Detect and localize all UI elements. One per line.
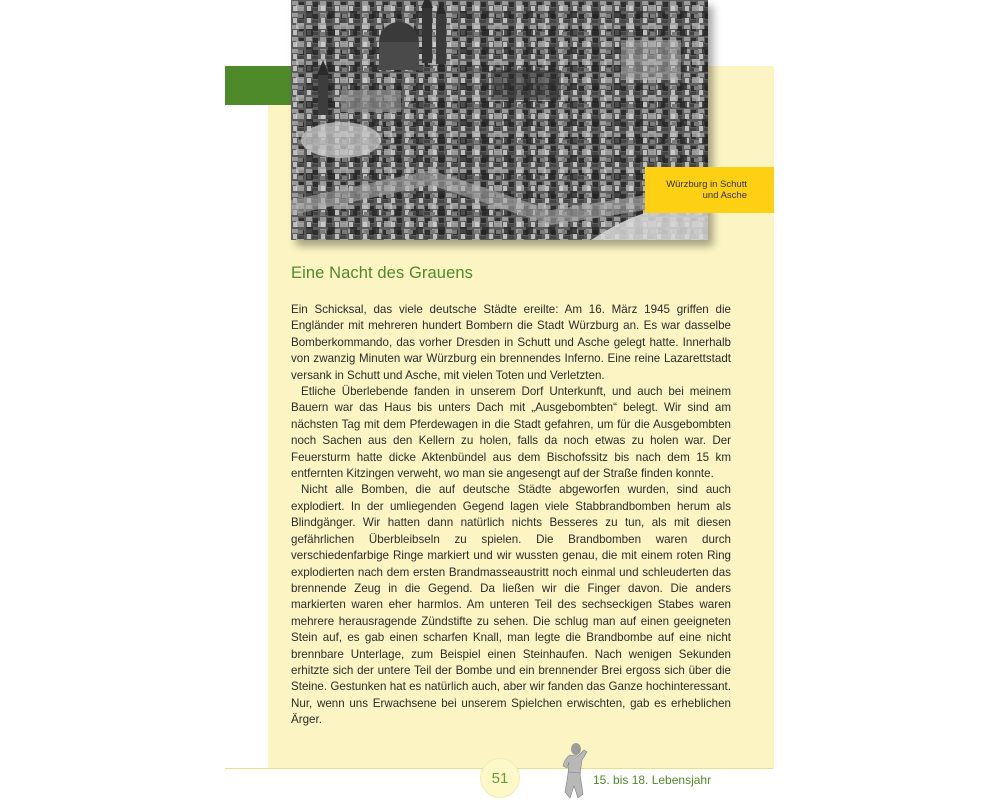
green-accent-tab xyxy=(225,66,292,105)
article-paragraph: Nicht alle Bomben, die auf deutsche Städte abgeworfen wurden, sind auch explodiert. In der umliegenden Gegend lagen viele Stabbrandbomben herum als Blindgänger. Wir hatten dann natürlich nichts Besseres zu tun, als mit diesen gefährlichen Überbleibseln zu spielen. Die Brandbomben waren durch verschiedenfarbige Ringe markiert und wir wussten genau, die mit einem roten Ring explodierten nach dem ersten Brandmasseaustritt noch einmal und schleuderten das brennende Zeug in die Gegend. Da ließen wir die Finger davon. Die anders markierten waren eher harmlos. Am unteren Teil des sechseckigen Stabes waren mehrere herausragende Zündstifte zu sehen. Die schlug man auf einen geeigneten Stein auf, es gab einen scharfen Knall, man legte die Brandbombe auf eine nicht brennbare Unterlage, zum Beispiel einen Steinhaufen. Nach wenigen Sekunden erhitzte sich der untere Teil der Bombe und ein brennender Brei ergoss sich über die Steine. Gestunken hat es natürlich auch, aber wir fanden das Ganze hochinteressant. Nur, wenn uns Erwachsene bei unserem Spielchen erwischten, gab es erheblichen Ärger. xyxy=(291,483,731,727)
chapter-label: 15. bis 18. Lebensjahr xyxy=(593,773,712,787)
photo-caption-line-1: Würzburg in Schutt xyxy=(666,178,747,190)
statue-figurine-icon xyxy=(556,742,592,800)
photo-caption-line-2: und Asche xyxy=(702,190,747,201)
page-number-badge xyxy=(480,758,520,798)
article-paragraph: Ein Schicksal, das viele deutsche Städte ereilte: Am 16. März 1945 griffen die Engländer mit mehreren hundert Bombern die Stadt Würzburg an. Es war dasselbe Bomberkommando, das vorher Dresden in Schutt und Asche gelegt hatte. Innerhalb von zwanzig Minuten war Würzburg ein brennendes Inferno. Eine reine Lazarettstadt versank in Schutt und Asche, mit vielen Toten und Verletzten. xyxy=(291,303,731,382)
photo-caption xyxy=(645,167,774,213)
article-heading: Eine Nacht des Grauens xyxy=(291,264,473,282)
page-number: 51 xyxy=(491,769,509,787)
article-paragraph: Etliche Überlebende fanden in unserem Dorf Unterkunft, und auch bei meinem Bauern war das Haus bis unters Dach mit „Ausgebombten“ belegt. Wir sind am nächsten Tag mit dem Pferdewagen in die Stadt gefahren, um für die Ausgebombten noch Sachen aus den Kellern zu holen, falls da noch etwas zu holen war. Der Feuersturm hatte dicke Aktenbündel aus dem Bischofssitz bis nach dem 15 km entfernten Kitzingen verweht, wo man sie angesengt auf der Straße finden konnte. xyxy=(291,385,731,481)
article-body xyxy=(291,302,731,729)
